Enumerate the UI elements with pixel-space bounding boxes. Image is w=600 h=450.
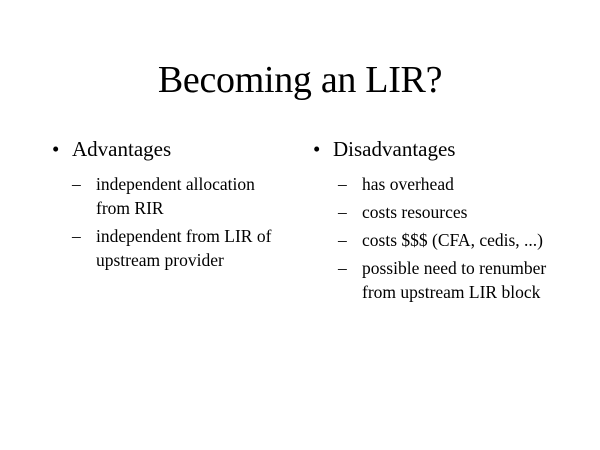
bullet-icon: •	[52, 137, 60, 161]
list-item	[313, 200, 553, 224]
disadvantages-bullet	[313, 136, 553, 162]
advantage-text: independent allocation from RIR	[96, 174, 255, 218]
list-item	[313, 172, 553, 196]
dash-icon: –	[338, 258, 347, 278]
dash-icon: –	[338, 174, 347, 194]
disadvantages-heading: Disadvantages	[333, 137, 456, 161]
dash-icon: –	[72, 226, 81, 246]
list-item	[52, 172, 292, 220]
dash-icon: –	[72, 174, 81, 194]
dash-icon: –	[338, 230, 347, 250]
advantages-column	[52, 136, 292, 276]
disadvantage-text: possible need to renumber from upstream LIR block	[362, 258, 547, 302]
dash-icon: –	[338, 202, 347, 222]
advantages-bullet	[52, 136, 292, 162]
bullet-icon: •	[313, 137, 321, 161]
list-item	[52, 224, 292, 272]
advantages-list	[52, 172, 292, 272]
disadvantage-text: has overhead	[362, 174, 454, 194]
disadvantages-list	[313, 172, 553, 304]
list-item	[313, 228, 553, 252]
list-item	[313, 256, 553, 304]
disadvantage-text: costs resources	[362, 202, 468, 222]
disadvantages-column	[313, 136, 553, 308]
slide-title: Becoming an LIR?	[157, 59, 443, 101]
disadvantage-text: costs $$$ (CFA, cedis, ...)	[362, 230, 543, 250]
advantages-heading: Advantages	[72, 137, 172, 161]
advantage-text: independent from LIR of upstream provider	[96, 226, 272, 270]
